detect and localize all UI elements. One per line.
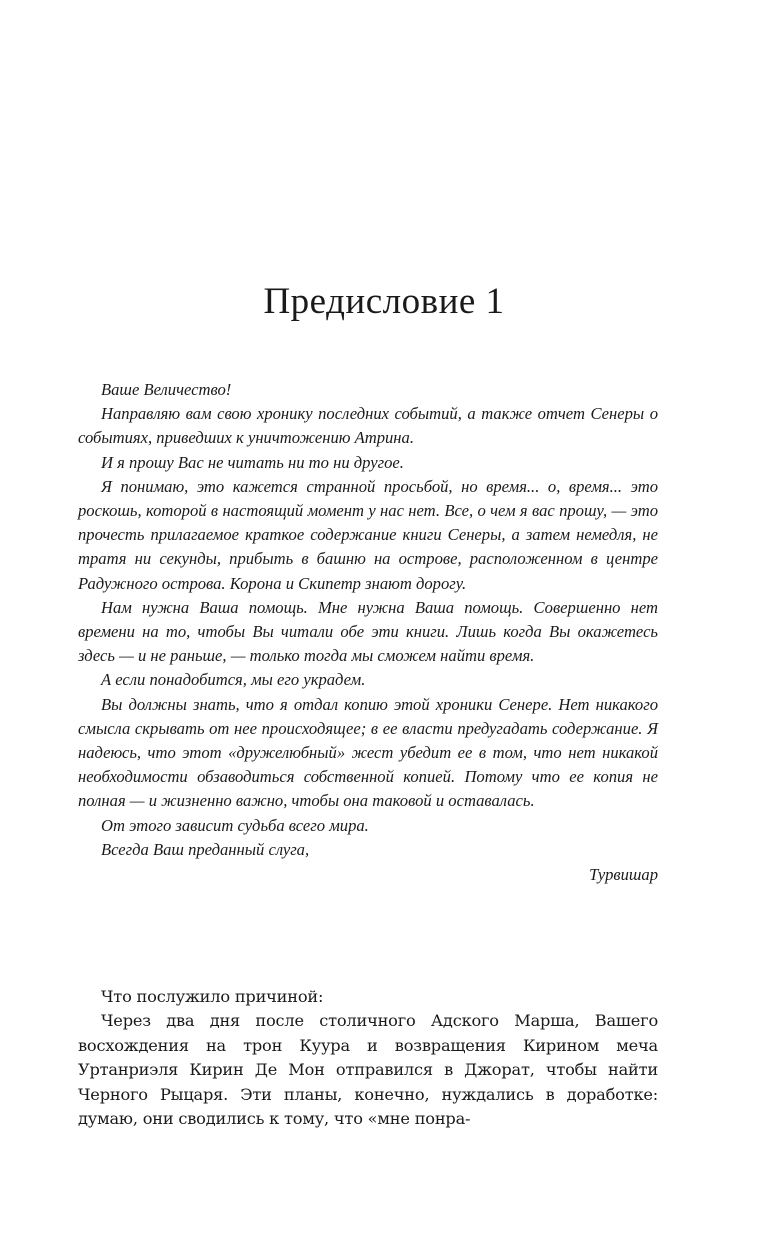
letter-paragraph: Я понимаю, это кажется странной просьбой, но время... о, время... это роскошь, которой в настоящий момент у нас нет. Все, о чем я вас прошу, — это прочесть прилагаемое краткое содержание книги Сенеры, а затем немедля, не тратя ни секунды, прибыть в башню на острове, расположенном в центре Радужного острова. Корона и Скипетр знают дорогу. (78, 476, 658, 593)
letter-signature: Турвишар (589, 865, 658, 885)
chapter-title: Предисловие 1 (263, 281, 505, 322)
letter-paragraph: Вы должны знать, что я отдал копию этой хроники Сенере. Нет никакого смысла скрывать от нее происходящее; в ее власти предугадать содержание. Я надеюсь, что этот «дружелюбный» жест убедит ее в том, что нет никакой необходимости обзаводиться собственной копией. Потому что ее копия не полная — и жизненно важно, чтобы она таковой и оставалась. (78, 694, 658, 811)
letter-paragraph: Нам нужна Ваша помощь. Мне нужна Ваша помощь. Совершенно нет времени на то, чтобы Вы читали обе эти книги. Лишь когда Вы окажетесь здесь — и не раньше, — только тогда мы сможем найти время. (78, 597, 658, 666)
body-paragraph: Что послужило причиной: (101, 987, 324, 1006)
letter-paragraph: И я прошу Вас не читать ни то ни другое. (101, 452, 404, 472)
letter-block (78, 378, 658, 887)
letter-greeting: Ваше Величество! (101, 380, 232, 399)
letter-paragraph: Направляю вам свою хронику последних событий, а также отчет Сенеры о событиях, приведших к уничтожению Атрина. (78, 404, 658, 448)
body-text (78, 985, 658, 1131)
body-paragraph: Через два дня после столичного Адского Марша, Вашего восхождения на трон Куура и возвращения Кирином меча Уртанриэля Кирин Де Мон отправился в Джорат, чтобы найти Черного Рыцаря. Эти планы, конечно, нуждались в доработке: думаю, они сводились к тому, что «мне понра- (78, 1011, 658, 1129)
letter-paragraph: А если понадобится, мы его украдем. (101, 670, 366, 690)
letter-closing: Всегда Ваш преданный слуга, (101, 839, 310, 859)
letter-paragraph: От этого зависит судьба всего мира. (101, 815, 369, 835)
